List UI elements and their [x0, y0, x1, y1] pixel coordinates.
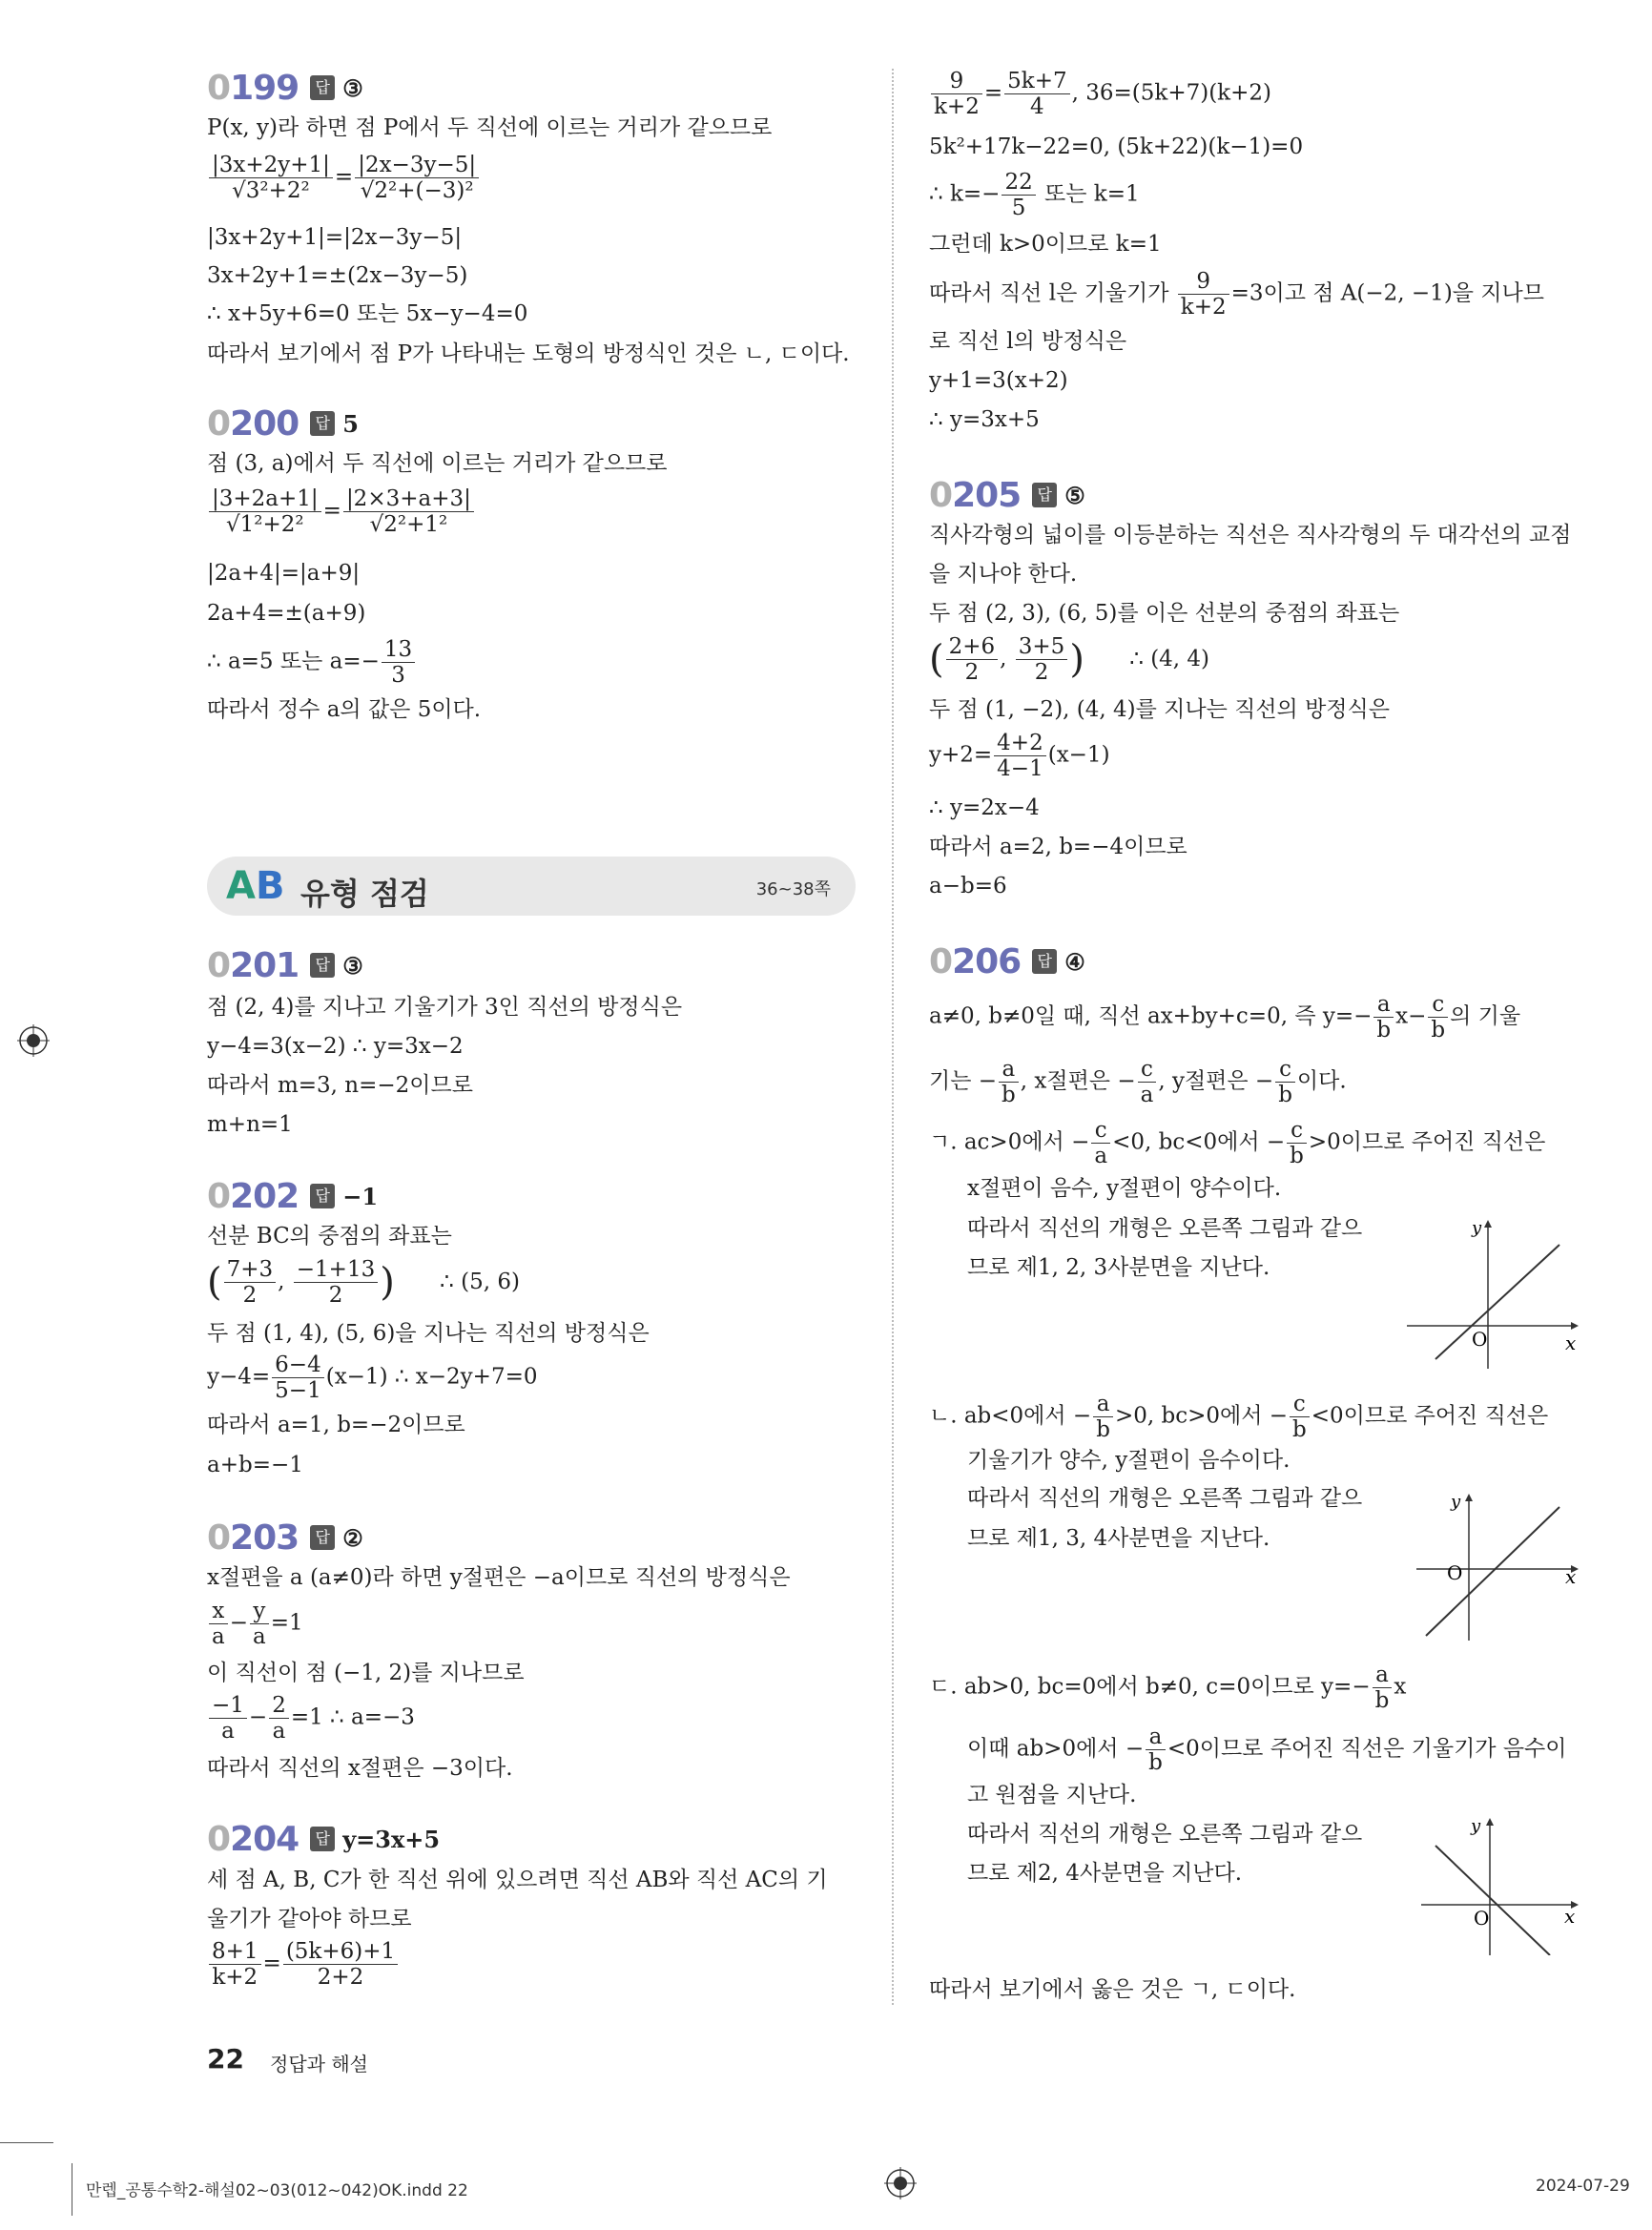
problem-0204-header — [207, 1818, 440, 1860]
fraction: $\frac{|2\times 3+a+3|}{\text{√2²+1²}}$ — [343, 486, 474, 537]
answer-value: ④ — [1064, 947, 1085, 976]
formula-line: ( $\frac{2+6}{2}$ , $\frac{3+5}{2}$ ) ∴ (4, 4) — [929, 634, 1210, 685]
registration-mark-icon — [884, 2167, 917, 2199]
problem-number: 0203 — [207, 1518, 299, 1558]
formula-line: $\frac{|3x+2y+1|}{\text{√3²+2²}}$ = $\frac{|2x-3y-5|}{\text{√2²+(−3)²}}$ — [207, 153, 481, 203]
answer-value: 5 — [342, 409, 359, 438]
y-axis-label: y — [1451, 1492, 1461, 1512]
fraction: $\frac{7+3}{2}$ — [224, 1257, 277, 1308]
fraction: $\frac{|3+2a+1|}{\text{√1²+2²}}$ — [209, 486, 321, 537]
problem-0206-header — [929, 940, 1085, 982]
text-line: a−b=6 — [929, 874, 1007, 898]
fraction: $\frac{2+6}{2}$ — [946, 634, 999, 685]
problem-number: 0201 — [207, 945, 299, 985]
text-line: x절편이 음수, y절편이 양수이다. — [967, 1176, 1282, 1201]
x-axis-label: x — [1564, 1905, 1576, 1928]
formula-line: $\frac{|3+2a+1|}{\text{√1²+2²}}$ = $\frac{|2\times 3+a+3|}{\text{√2²+1²}}$ — [207, 486, 476, 537]
page-number: 22 — [207, 2043, 244, 2075]
section-logo: AB — [226, 864, 285, 908]
text-line: y−4=3(x−2) ∴ y=3x−2 — [207, 1034, 464, 1059]
problem-0199-header — [207, 67, 363, 109]
origin-label: O — [1447, 1561, 1463, 1584]
fraction: $\frac{x}{a}$ — [209, 1599, 228, 1649]
answer-badge: 답 — [310, 75, 335, 100]
origin-label: O — [1472, 1328, 1488, 1351]
formula-line: 따라서 직선 l은 기울기가 $\frac{9}{k+2}$ =3이고 점 A(−2, −1)을 지나므 — [929, 269, 1544, 320]
problem-number: 0204 — [207, 1819, 299, 1859]
text-line: 고 원점을 지난다. — [967, 1783, 1137, 1807]
problem-number: 0206 — [929, 941, 1022, 981]
text-line: 3x+2y+1=±(2x−3y−5) — [207, 263, 468, 288]
print-file-name: 만렙_공통수학2-해설02~03(012~042)OK.indd 22 — [86, 2181, 468, 2200]
fraction: $\frac{c}{b}$ — [1428, 992, 1448, 1043]
formula-line: ∴ a=5 또는 a=− $\frac{13}{3}$ — [207, 637, 417, 688]
fraction: $\frac{6-4}{5-1}$ — [272, 1352, 324, 1403]
problem-0202-header — [207, 1175, 378, 1217]
text-line: ∴ x+5y+6=0 또는 5x−y−4=0 — [207, 301, 528, 326]
formula-line: $\frac{9}{k+2}$ = $\frac{5k+7}{4}$ , 36=(5k+7)(k+2) — [929, 69, 1271, 119]
text-line: 따라서 직선의 개형은 오른쪽 그림과 같으 — [967, 1216, 1363, 1241]
formula-line: y−4= $\frac{6-4}{5-1}$ (x−1) ∴ x−2y+7=0 — [207, 1352, 538, 1403]
fraction: $\frac{c}{b}$ — [1287, 1118, 1307, 1168]
formula-line: 이때 ab>0에서 − $\frac{a}{b}$ <0이므로 주어진 직선은 기울기가 음수이 — [967, 1724, 1567, 1775]
x-axis-label: x — [1565, 1332, 1577, 1354]
text-line: x절편을 a (a≠0)라 하면 y절편은 −a이므로 직선의 방정식은 — [207, 1565, 791, 1590]
fraction: $\frac{c}{b}$ — [1275, 1057, 1295, 1107]
fraction: $\frac{y}{a}$ — [250, 1599, 269, 1649]
graph-line — [1426, 1507, 1559, 1636]
footer-label: 정답과 해설 — [270, 2053, 368, 2075]
text-line: y+1=3(x+2) — [929, 368, 1068, 393]
section-title: 유형 점검 — [300, 876, 429, 912]
problem-number: 0202 — [207, 1176, 299, 1216]
problem-0203-header — [207, 1517, 363, 1559]
fraction: $\frac{-1}{a}$ — [209, 1693, 247, 1744]
text-line: 2a+4=±(a+9) — [207, 601, 366, 626]
answer-badge: 답 — [310, 411, 335, 436]
fraction: $\frac{(5k+6)+1}{2+2}$ — [283, 1939, 398, 1990]
print-date: 2024-07-29 — [1536, 2177, 1630, 2196]
formula-line: ㄴ. ab<0에서 − $\frac{a}{b}$ >0, bc>0에서 − $\frac{c}{b}$ <0이므로 주어진 직선은 — [929, 1392, 1549, 1442]
answer-value: −1 — [342, 1182, 379, 1210]
answer-badge: 답 — [310, 1827, 335, 1851]
graph-line — [1435, 1245, 1559, 1359]
formula-line: ( $\frac{7+3}{2}$ , $\frac{-1+13}{2}$ ) ∴ (5, 6) — [207, 1257, 520, 1308]
text-line: P(x, y)라 하면 점 P에서 두 직선에 이르는 거리가 같으므로 — [207, 115, 773, 140]
text-line: 직사각형의 넓이를 이등분하는 직선은 직사각형의 두 대각선의 교점 — [929, 523, 1572, 547]
origin-label: O — [1474, 1907, 1490, 1930]
problem-number: 0199 — [207, 68, 299, 108]
text-line: |2a+4|=|a+9| — [207, 561, 361, 586]
graph-quadrant-134 — [1416, 1488, 1579, 1641]
formula-line: ㄷ. ab>0, bc=0에서 b≠0, c=0이므로 y=− $\frac{a}{b}$ x — [929, 1662, 1407, 1713]
answer-value: ③ — [342, 73, 363, 102]
answer-value: ② — [342, 1523, 363, 1552]
fraction: $\frac{9}{k+2}$ — [931, 69, 982, 119]
text-line: 따라서 정수 a의 값은 5이다. — [207, 697, 482, 722]
formula-line: ∴ k=− $\frac{22}{5}$ 또는 k=1 — [929, 170, 1140, 220]
fraction: $\frac{|3x+2y+1|}{\text{√3²+2²}}$ — [209, 153, 333, 203]
fraction: $\frac{5k+7}{4}$ — [1004, 69, 1069, 119]
answer-badge: 답 — [310, 1525, 335, 1550]
formula-line: 기는 − $\frac{a}{b}$ , x절편은 − $\frac{c}{a}$ , y절편은 − $\frac{c}{b}$ 이다. — [929, 1057, 1347, 1107]
text-line: 5k²+17k−22=0, (5k+22)(k−1)=0 — [929, 134, 1304, 159]
fraction: $\frac{a}{b}$ — [1373, 1662, 1393, 1713]
text-line: ∴ y=2x−4 — [929, 795, 1040, 820]
text-line: 따라서 직선의 개형은 오른쪽 그림과 같으 — [967, 1822, 1363, 1847]
answer-badge: 답 — [310, 1184, 335, 1208]
fraction: $\frac{22}{5}$ — [1002, 170, 1035, 220]
section-banner — [207, 857, 856, 916]
formula-line: y+2= $\frac{4+2}{4-1}$ (x−1) — [929, 731, 1110, 781]
text-line: 따라서 직선의 개형은 오른쪽 그림과 같으 — [967, 1486, 1363, 1511]
text-line: m+n=1 — [207, 1112, 293, 1137]
problem-0201-header — [207, 944, 363, 986]
fraction: $\frac{a}{b}$ — [1373, 992, 1394, 1043]
problem-number: 0200 — [207, 403, 299, 444]
graph-quadrant-24 — [1421, 1812, 1579, 1955]
fraction: $\frac{8+1}{k+2}$ — [209, 1939, 261, 1990]
crop-mark — [0, 2142, 53, 2143]
text-line: 따라서 a=1, b=−2이므로 — [207, 1413, 465, 1437]
text-line: 두 점 (2, 3), (6, 5)를 이은 선분의 중점의 좌표는 — [929, 601, 1400, 626]
formula-line: $\frac{x}{a}$ − $\frac{y}{a}$ =1 — [207, 1599, 303, 1649]
answer-value: y=3x+5 — [342, 1825, 441, 1853]
text-line: 두 점 (1, −2), (4, 4)를 지나는 직선의 방정식은 — [929, 697, 1390, 722]
problem-number: 0205 — [929, 475, 1022, 515]
answer-value: ③ — [342, 951, 363, 980]
problem-0205-header — [929, 474, 1085, 516]
fraction: $\frac{a}{b}$ — [999, 1057, 1019, 1107]
fraction: $\frac{13}{3}$ — [382, 637, 415, 688]
fraction: $\frac{|2x-3y-5|}{\text{√2²+(−3)²}}$ — [355, 153, 479, 203]
text-line: 므로 제1, 2, 3사분면을 지난다. — [967, 1255, 1270, 1280]
text-line: 이 직선이 점 (−1, 2)를 지나므로 — [207, 1661, 525, 1685]
y-axis-label: y — [1472, 1218, 1482, 1238]
column-divider — [892, 69, 894, 2005]
text-line: 두 점 (1, 4), (5, 6)을 지나는 직선의 방정식은 — [207, 1321, 650, 1346]
answer-badge: 답 — [1032, 949, 1057, 974]
text-line: a+b=−1 — [207, 1453, 303, 1477]
formula-line: ㄱ. ac>0에서 − $\frac{c}{a}$ <0, bc<0에서 − $\frac{c}{b}$ >0이므로 주어진 직선은 — [929, 1118, 1546, 1168]
fraction: $\frac{c}{a}$ — [1138, 1057, 1157, 1107]
fraction: $\frac{3+5}{2}$ — [1016, 634, 1068, 685]
text-line: 따라서 보기에서 점 P가 나타내는 도형의 방정식인 것은 ㄴ, ㄷ이다. — [207, 341, 850, 366]
text-line: 따라서 m=3, n=−2이므로 — [207, 1073, 473, 1098]
text-line: ∴ y=3x+5 — [929, 407, 1040, 432]
answer-badge: 답 — [1032, 483, 1057, 507]
text-line: |3x+2y+1|=|2x−3y−5| — [207, 225, 463, 250]
x-axis-label: x — [1565, 1565, 1577, 1588]
text-line: 따라서 a=2, b=−4이므로 — [929, 835, 1187, 859]
text-line: 세 점 A, B, C가 한 직선 위에 있으려면 직선 AB와 직선 AC의 기 — [207, 1868, 828, 1892]
fraction: $\frac{9}{k+2}$ — [1178, 269, 1229, 320]
text-line: 기울기가 양수, y절편이 음수이다. — [967, 1448, 1291, 1473]
fraction: $\frac{-1+13}{2}$ — [294, 1257, 378, 1308]
fraction: $\frac{c}{b}$ — [1290, 1392, 1310, 1442]
text-line: 울기가 같아야 하므로 — [207, 1907, 412, 1931]
text-line: 므로 제2, 4사분면을 지난다. — [967, 1861, 1243, 1886]
text-line: 선분 BC의 중점의 좌표는 — [207, 1224, 452, 1249]
text-line: 그런데 k>0이므로 k=1 — [929, 232, 1162, 257]
answer-value: ⑤ — [1064, 481, 1085, 509]
text-line: 을 지나야 한다. — [929, 562, 1078, 587]
section-pages: 36~38쪽 — [755, 879, 831, 899]
graph-quadrant-123 — [1407, 1216, 1579, 1369]
registration-mark-icon — [17, 1024, 50, 1057]
fraction: $\frac{c}{a}$ — [1091, 1118, 1110, 1168]
formula-line: $\frac{8+1}{k+2}$ = $\frac{(5k+6)+1}{2+2}$ — [207, 1939, 400, 1990]
text-line: 점 (2, 4)를 지나고 기울기가 3인 직선의 방정식은 — [207, 995, 683, 1020]
fraction: $\frac{a}{b}$ — [1093, 1392, 1113, 1442]
text-line: 따라서 보기에서 옳은 것은 ㄱ, ㄷ이다. — [929, 1977, 1296, 2002]
y-axis-label: y — [1471, 1816, 1481, 1836]
fraction: $\frac{a}{b}$ — [1146, 1724, 1166, 1775]
fraction: $\frac{4+2}{4-1}$ — [994, 731, 1046, 781]
text-line: 로 직선 l의 방정식은 — [929, 329, 1127, 354]
text-line: 따라서 직선의 x절편은 −3이다. — [207, 1756, 513, 1781]
text-line: 점 (3, a)에서 두 직선에 이르는 거리가 같으므로 — [207, 451, 668, 476]
text-line: 므로 제1, 3, 4사분면을 지난다. — [967, 1526, 1270, 1551]
graph-line — [1435, 1846, 1550, 1955]
formula-line: $\frac{-1}{a}$ − $\frac{2}{a}$ =1 ∴ a=−3 — [207, 1693, 415, 1744]
formula-line: a≠0, b≠0일 때, 직선 ax+by+c=0, 즉 y=− $\frac{a}{b}$ x− $\frac{c}{b}$ 의 기울 — [929, 992, 1521, 1043]
problem-0200-header — [207, 403, 359, 444]
fraction: $\frac{2}{a}$ — [269, 1693, 289, 1744]
answer-badge: 답 — [310, 953, 335, 978]
